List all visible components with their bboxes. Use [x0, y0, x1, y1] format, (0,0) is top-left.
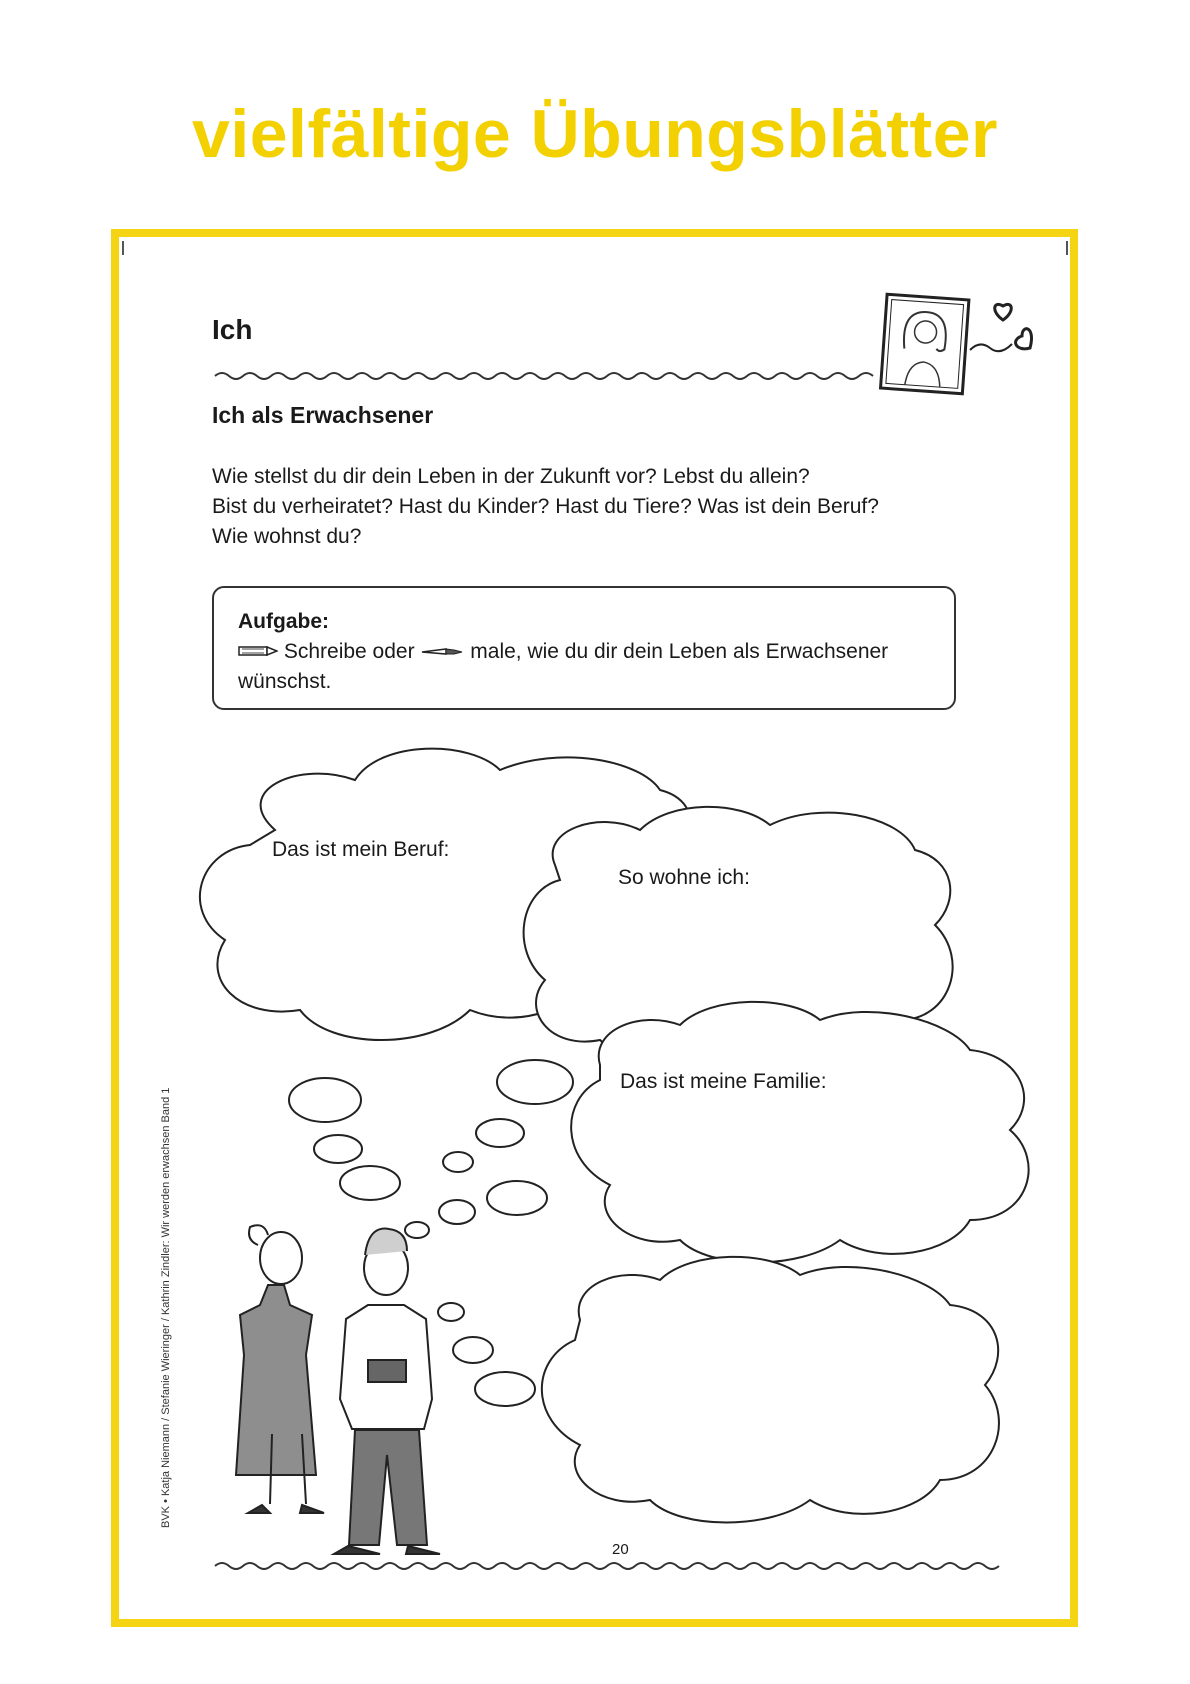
intro-line: Wie stellst du dir dein Leben in der Zukunft vor? Lebst du allein? [212, 465, 810, 488]
portrait-drawing [881, 294, 969, 393]
brush-icon [420, 640, 464, 664]
thought-cloud-empty [542, 1257, 999, 1523]
page-number: 20 [612, 1541, 629, 1558]
wavy-divider [215, 373, 873, 379]
wavy-footer-line [215, 1563, 999, 1569]
boy-illustration [334, 1229, 440, 1554]
intro-line: Bist du verheiratet? Hast du Kinder? Hast du Tiere? Was ist dein Beruf? [212, 495, 879, 518]
task-box [212, 586, 956, 710]
cloud-label-beruf: Das ist mein Beruf: [272, 838, 450, 861]
pencil-icon [238, 640, 278, 664]
intro-line: Wie wohnst du? [212, 525, 362, 548]
girl-illustration [236, 1225, 324, 1513]
thought-cloud-familie [571, 1002, 1028, 1263]
worksheet-title: Ich [212, 314, 253, 345]
cloud-label-familie: Das ist meine Familie: [620, 1070, 827, 1093]
task-part1: Schreibe oder [283, 640, 415, 663]
intro-text [212, 462, 972, 552]
worksheet-subtitle: Ich als Erwachsener [212, 402, 434, 428]
side-credit: BVK • Katja Niemann / Stefanie Wieringer / Kathrin Zindler: Wir werden erwachsen Band 1 [160, 1087, 172, 1528]
heart-icon [995, 304, 1012, 320]
thought-bubbles [289, 1060, 573, 1406]
heart-icon [1016, 329, 1032, 349]
task-line-1 [238, 640, 888, 664]
task-line-2: wünschst. [238, 670, 332, 693]
task-part2: male, wie du dir dein Leben als Erwachsener [470, 640, 889, 663]
banner-title: vielfältige Übungsblätter [192, 96, 998, 172]
task-heading: Aufgabe: [238, 610, 329, 633]
cloud-label-wohnen: So wohne ich: [618, 866, 750, 889]
